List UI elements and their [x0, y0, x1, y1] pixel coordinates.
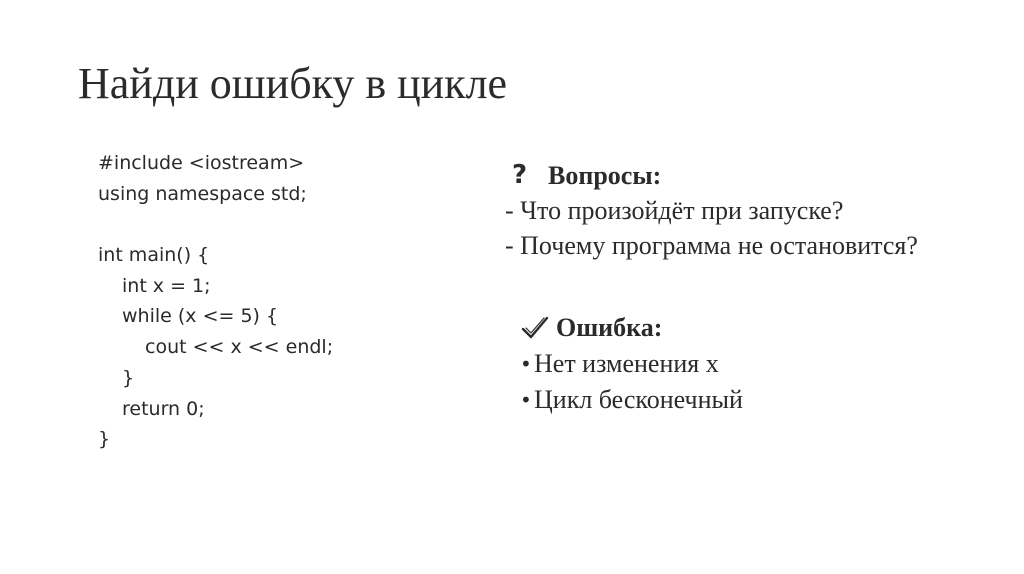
code-line: return 0; — [122, 397, 205, 420]
errors-title: Ошибка: — [556, 313, 663, 342]
question-item: - Что произойдёт при запуске? — [505, 196, 844, 225]
code-block — [98, 148, 333, 455]
code-line-empty — [98, 209, 333, 240]
question-item: - Почему программа не остановится? — [505, 231, 918, 260]
question-mark-icon: ? — [512, 160, 528, 190]
code-line: cout << x << endl; — [145, 336, 334, 359]
bullet: • — [520, 388, 532, 412]
code-line: using namespace std; — [98, 182, 307, 205]
code-line: int main() { — [98, 244, 210, 267]
code-line: while (x <= 5) { — [122, 305, 279, 328]
bullet: • — [520, 352, 532, 376]
errors-heading — [520, 310, 743, 346]
error-item-text: Цикл бесконечный — [534, 385, 743, 414]
questions-heading — [505, 158, 918, 193]
slide-title: Найди ошибку в цикле — [78, 59, 508, 108]
code-line: } — [122, 366, 135, 389]
code-line: int x = 1; — [122, 274, 211, 297]
error-item-text: Нет изменения x — [534, 349, 719, 378]
error-item — [520, 382, 743, 418]
questions-title: Вопросы: — [548, 161, 662, 190]
checkmark-icon — [520, 314, 550, 342]
questions-section — [505, 158, 918, 263]
code-line: #include <iostream> — [98, 152, 305, 174]
error-item — [520, 346, 743, 382]
errors-section — [520, 310, 743, 418]
code-line: } — [98, 428, 111, 451]
